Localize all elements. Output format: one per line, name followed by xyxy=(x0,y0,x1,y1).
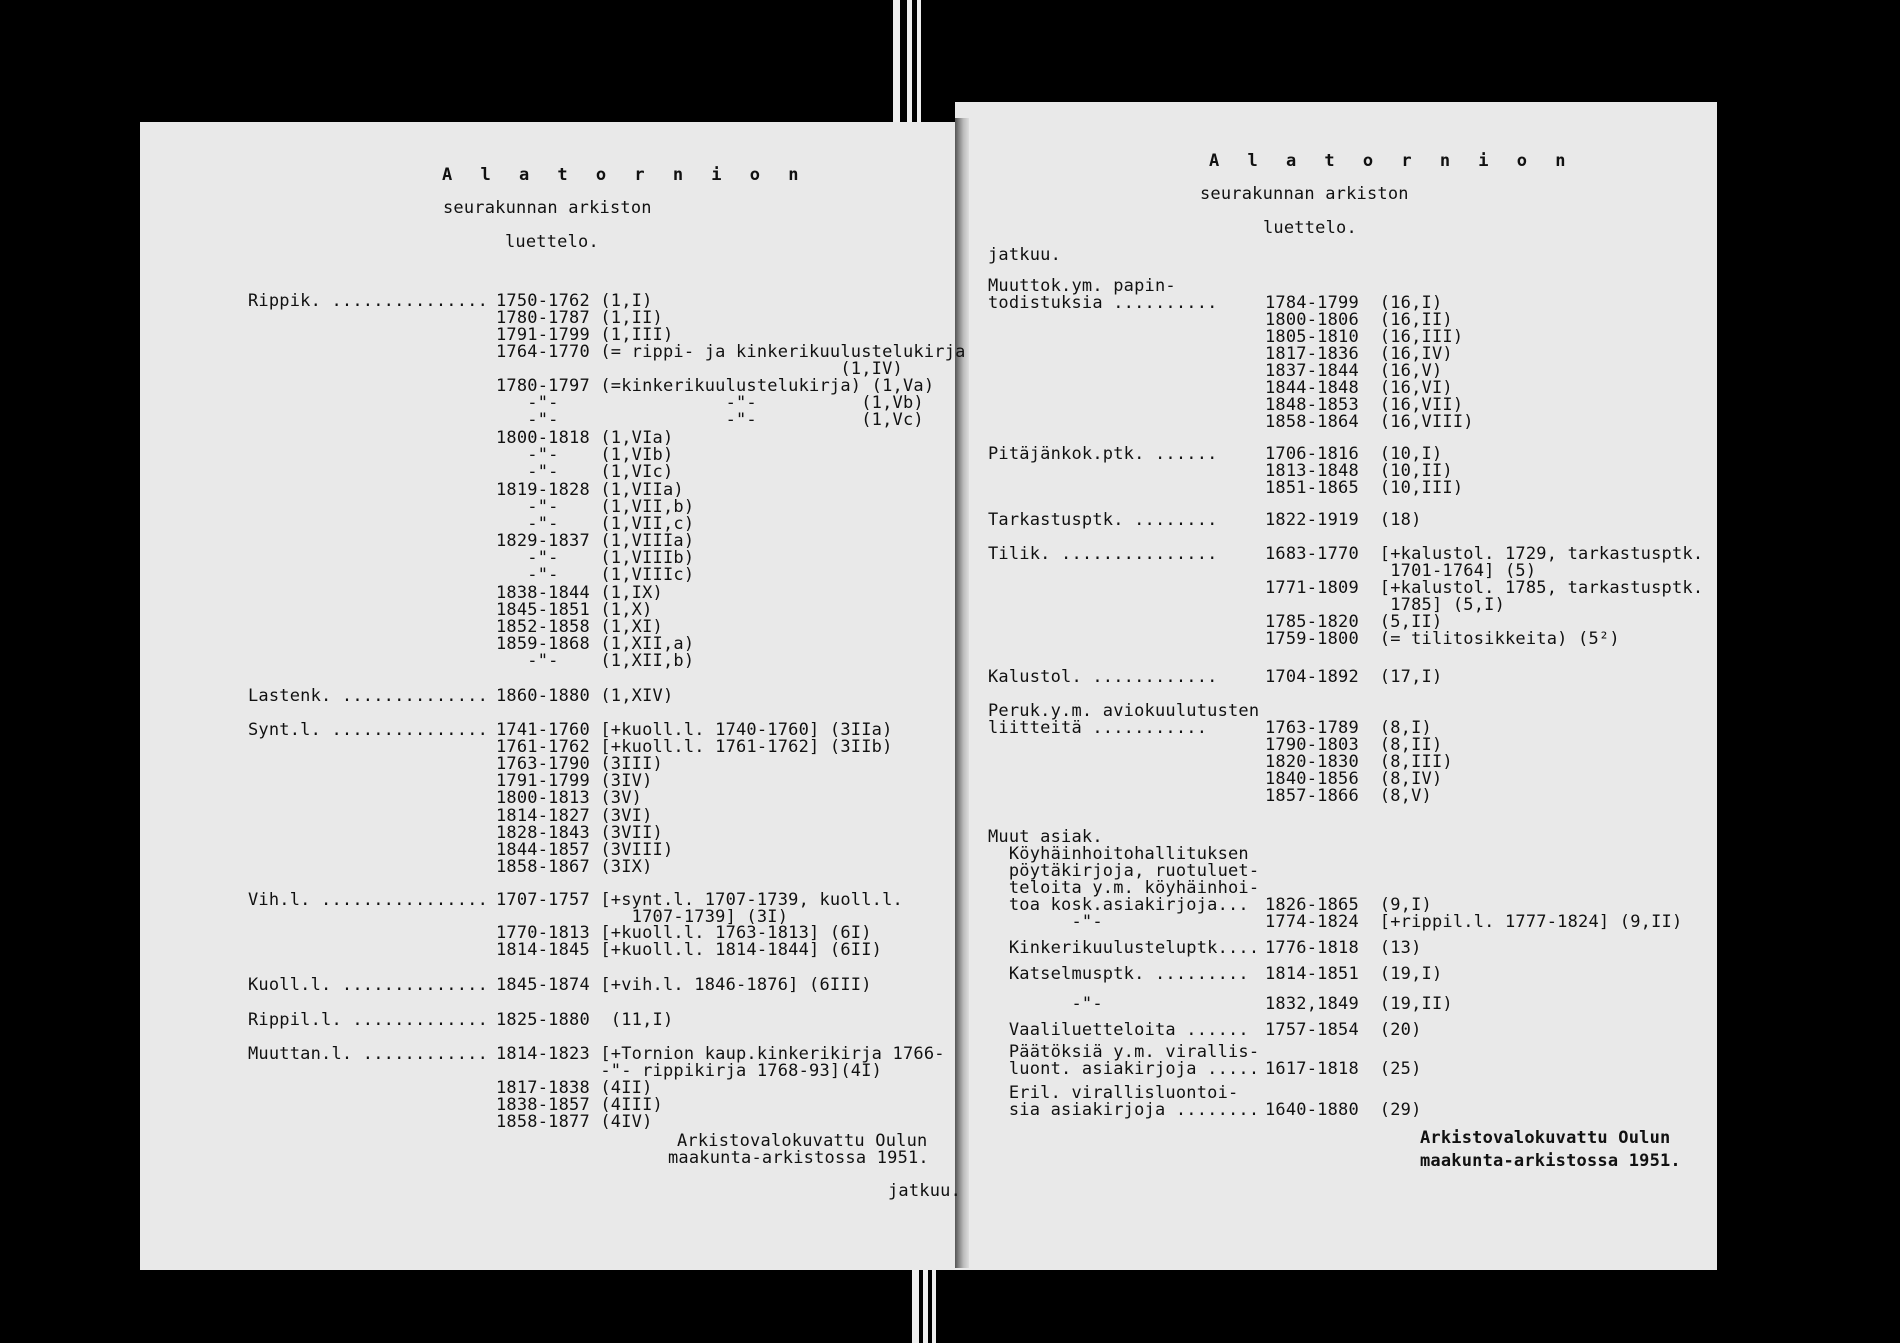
entry-value: -"- (1,VII,c) xyxy=(496,514,695,534)
entry-value: 1813-1848 (10,II) xyxy=(1265,461,1453,481)
entry-value: 1819-1828 (1,VIIa) xyxy=(496,480,684,500)
entry-value: 1763-1790 (3III) xyxy=(496,754,663,774)
entry-label: Muuttan.l. ............ xyxy=(248,1044,489,1064)
entry-label: Tarkastusptk. ........ xyxy=(988,510,1218,530)
entry-value: -"- (1,VIb) xyxy=(496,445,674,465)
right-subtitle: seurakunnan arkiston xyxy=(1200,184,1409,204)
entry-value: 1785] (5,I) xyxy=(1265,595,1506,615)
entry-value: 1790-1803 (8,II) xyxy=(1265,735,1443,755)
entry-value: 1814-1827 (3VI) xyxy=(496,806,653,826)
right-stamp-line1: Arkistovalokuvattu Oulun xyxy=(1420,1128,1671,1148)
entry-value: 1817-1838 (4II) xyxy=(496,1078,653,1098)
entry-value: 1770-1813 [+kuoll.l. 1763-1813] (6I) xyxy=(496,923,872,943)
entry-value: 1800-1813 (3V) xyxy=(496,788,643,808)
entry-value: 1860-1880 (1,XIV) xyxy=(496,686,674,706)
entry-value: 1817-1836 (16,IV) xyxy=(1265,344,1453,364)
entry-label: Kuoll.l. .............. xyxy=(248,975,489,995)
entry-value: 1859-1868 (1,XII,a) xyxy=(496,634,695,654)
entry-label: Vih.l. ................ xyxy=(248,890,489,910)
entry-value: 1838-1844 (1,IX) xyxy=(496,583,663,603)
right-title: A l a t o r n i o n xyxy=(1209,151,1575,171)
entry-value: 1761-1762 [+kuoll.l. 1761-1762] (3IIb) xyxy=(496,737,893,757)
entry-value: -"- -"- (1,Vb) xyxy=(496,393,924,413)
entry-label: Köyhäinhoitohallituksen xyxy=(988,844,1249,864)
entry-value: 1780-1787 (1,II) xyxy=(496,308,663,328)
entry-label: Katselmusptk. ......... xyxy=(988,964,1249,984)
entry-label: Rippik. ............... xyxy=(248,291,489,311)
entry-value: 1791-1799 (3IV) xyxy=(496,771,653,791)
entry-value: 1822-1919 (18) xyxy=(1265,510,1422,530)
entry-value: 1707-1739] (3I) xyxy=(496,907,789,927)
entry-value: -"- (1,VIIIb) xyxy=(496,548,695,568)
entry-label: Kalustol. ............ xyxy=(988,667,1218,687)
entry-value: 1757-1854 (20) xyxy=(1265,1020,1422,1040)
entry-value: 1800-1818 (1,VIa) xyxy=(496,428,674,448)
left-stamp-line1: Arkistovalokuvattu Oulun xyxy=(677,1131,928,1151)
entry-value: 1851-1865 (10,III) xyxy=(1265,478,1464,498)
entry-value: 1828-1843 (3VII) xyxy=(496,823,663,843)
entry-value: -"- (1,VIc) xyxy=(496,462,674,482)
entry-label: Synt.l. ............... xyxy=(248,720,489,740)
entry-value: 1759-1800 (= tilitosikkeita) (5²) xyxy=(1265,629,1620,649)
entry-value: 1814-1845 [+kuoll.l. 1814-1844] (6II) xyxy=(496,940,883,960)
entry-label: Muuttok.ym. papin- xyxy=(988,276,1176,296)
entry-value: 1844-1857 (3VIII) xyxy=(496,840,674,860)
entry-value: 1707-1757 [+synt.l. 1707-1739, kuoll.l. xyxy=(496,890,903,910)
right-continued: jatkuu. xyxy=(988,245,1062,265)
entry-label: Tilik. ............... xyxy=(988,544,1218,564)
entry-value: 1852-1858 (1,XI) xyxy=(496,617,663,637)
entry-value: 1814-1851 (19,I) xyxy=(1265,964,1443,984)
entry-label: sia asiakirjoja ........ xyxy=(988,1100,1260,1120)
entry-value: -"- -"- (1,Vc) xyxy=(496,410,924,430)
right-stamp-line2: maakunta-arkistossa 1951. xyxy=(1420,1151,1681,1171)
entry-value: 1858-1864 (16,VIII) xyxy=(1265,412,1474,432)
entry-label: Muut asiak. xyxy=(988,827,1103,847)
entry-value: -"- (1,VIIIc) xyxy=(496,565,695,585)
entry-label: Eril. virallisluontoi- xyxy=(988,1083,1239,1103)
entry-value: 1780-1797 (=kinkerikuulustelukirja) (1,Va) xyxy=(496,376,935,396)
entry-value: 1848-1853 (16,VII) xyxy=(1265,395,1464,415)
entry-value: 1764-1770 (= rippi- ja kinkerikuulustelukirja xyxy=(496,342,966,362)
entry-label: pöytäkirjoja, ruotuluet- xyxy=(988,861,1260,881)
left-stamp-line2: maakunta-arkistossa 1951. xyxy=(668,1148,929,1168)
entry-value: 1800-1806 (16,II) xyxy=(1265,310,1453,330)
entry-label: Kinkerikuulusteluptk.... xyxy=(988,938,1260,958)
entry-value: 1814-1823 [+Tornion kaup.kinkerikirja 1766- xyxy=(496,1044,945,1064)
entry-label: liitteitä ........... xyxy=(988,718,1208,738)
entry-label: teloita y.m. köyhäinhoi- xyxy=(988,878,1260,898)
entry-value: 1805-1810 (16,III) xyxy=(1265,327,1464,347)
entry-value: 1825-1880 (11,I) xyxy=(496,1010,674,1030)
entry-label: todistuksia .......... xyxy=(988,293,1218,313)
entry-value: 1741-1760 [+kuoll.l. 1740-1760] (3IIa) xyxy=(496,720,893,740)
entry-label: luont. asiakirjoja ..... xyxy=(988,1059,1260,1079)
entry-label: -"- xyxy=(988,912,1103,932)
entry-value: 1771-1809 [+kalustol. 1785, tarkastusptk. xyxy=(1265,578,1704,598)
left-title: A l a t o r n i o n xyxy=(442,165,808,185)
entry-label: Peruk.y.m. aviokuulutusten xyxy=(988,701,1260,721)
entry-value: 1776-1818 (13) xyxy=(1265,938,1422,958)
entry-value: 1750-1762 (1,I) xyxy=(496,291,653,311)
entry-value: -"- rippikirja 1768-93](4I) xyxy=(496,1061,883,1081)
entry-value: 1858-1867 (3IX) xyxy=(496,857,653,877)
entry-label: Pitäjänkok.ptk. ...... xyxy=(988,444,1218,464)
entry-value: 1829-1837 (1,VIIIa) xyxy=(496,531,695,551)
entry-value: 1701-1764] (5) xyxy=(1265,561,1537,581)
right-subtitle2: luettelo. xyxy=(1263,218,1357,238)
entry-value: 1683-1770 [+kalustol. 1729, tarkastusptk. xyxy=(1265,544,1704,564)
entry-value: 1857-1866 (8,V) xyxy=(1265,786,1432,806)
left-subtitle: seurakunnan arkiston xyxy=(443,198,652,218)
entry-value: 1844-1848 (16,VI) xyxy=(1265,378,1453,398)
entry-value: 1785-1820 (5,II) xyxy=(1265,612,1443,632)
entry-label: toa kosk.asiakirjoja... xyxy=(988,895,1249,915)
entry-value: 1826-1865 (9,I) xyxy=(1265,895,1432,915)
entry-value: 1840-1856 (8,IV) xyxy=(1265,769,1443,789)
entry-value: -"- (1,XII,b) xyxy=(496,651,695,671)
entry-value: 1617-1818 (25) xyxy=(1265,1059,1422,1079)
entry-value: 1791-1799 (1,III) xyxy=(496,325,674,345)
entry-label: Vaaliluetteloita ...... xyxy=(988,1020,1249,1040)
entry-value: 1837-1844 (16,V) xyxy=(1265,361,1443,381)
entry-value: 1820-1830 (8,III) xyxy=(1265,752,1453,772)
entry-value: 1832,1849 (19,II) xyxy=(1265,994,1453,1014)
entry-value: 1784-1799 (16,I) xyxy=(1265,293,1443,313)
entry-label: Päätöksiä y.m. virallis- xyxy=(988,1042,1260,1062)
entry-value: 1763-1789 (8,I) xyxy=(1265,718,1432,738)
entry-value: 1845-1874 [+vih.l. 1846-1876] (6III) xyxy=(496,975,872,995)
left-subtitle2: luettelo. xyxy=(505,232,599,252)
entry-label: Rippil.l. ............. xyxy=(248,1010,489,1030)
page-fold xyxy=(955,118,969,1268)
left-footer: jatkuu. xyxy=(888,1181,962,1201)
entry-value: 1845-1851 (1,X) xyxy=(496,600,653,620)
entry-value: 1706-1816 (10,I) xyxy=(1265,444,1443,464)
entry-value: -"- (1,VII,b) xyxy=(496,497,695,517)
entry-value: 1858-1877 (4IV) xyxy=(496,1112,653,1132)
entry-value: (1,IV) xyxy=(496,359,903,379)
entry-value: 1640-1880 (29) xyxy=(1265,1100,1422,1120)
entry-label: Lastenk. .............. xyxy=(248,686,489,706)
entry-value: 1774-1824 [+rippil.l. 1777-1824] (9,II) xyxy=(1265,912,1683,932)
entry-value: 1838-1857 (4III) xyxy=(496,1095,663,1115)
entry-value: 1704-1892 (17,I) xyxy=(1265,667,1443,687)
entry-label: -"- xyxy=(988,994,1103,1014)
